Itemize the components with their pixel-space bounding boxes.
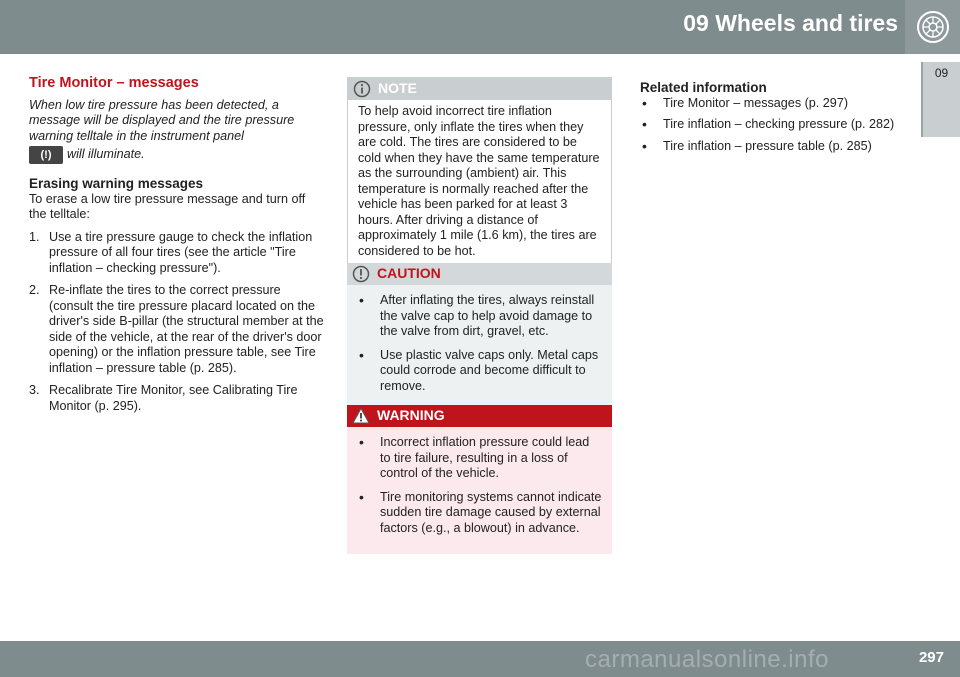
caution-header (347, 263, 612, 285)
warning-item: • Tire monitoring systems cannot indicate sudden tire damage caused by external factors (e.g., a blowout) in advance. (357, 490, 602, 537)
intro-tail: will illuminate. (67, 147, 145, 162)
warning-list (347, 427, 612, 554)
caution-list (347, 285, 612, 412)
tire-icon (905, 0, 960, 54)
messages-section (29, 76, 324, 421)
warning-header (347, 405, 612, 427)
caution-label: CAUTION (377, 265, 441, 281)
warning-triangle-icon (352, 407, 370, 425)
caution-item: • Use plastic valve caps only. Metal caps could corrode and become difficult to remove. (357, 348, 602, 395)
warning-box (347, 405, 612, 554)
section-title: Tire Monitor – messages (29, 75, 199, 91)
note-box (347, 77, 612, 268)
step-text: Use a tire pressure gauge to check the inflation pressure of all four tires (see the article "Tire inflation – checking pressure"). (49, 229, 313, 275)
caution-icon (352, 265, 370, 283)
caution-box (347, 263, 612, 412)
note-text: To help avoid incorrect tire inflation pressure, only inflate the tires when they are cold. The tires are considered to be cold when they have the same temperature as the surrounding (ambient) air. This temperature is normally reached after the vehicle has been parked for at least 3 hours. After driving a distance of approximately 1 mile (1.6 km), the tires are considered to be hot. (358, 104, 600, 258)
chapter-tab-label: 09 (934, 66, 949, 80)
steps-list (29, 230, 324, 415)
caution-item: • After inflating the tires, always reinstall the valve cap to help avoid damage to the valve from dirt, gravel, etc. (357, 293, 602, 340)
intro-tail-line (29, 146, 324, 164)
note-header (348, 78, 611, 100)
step-number: 2. (29, 283, 40, 297)
step-item (29, 383, 324, 414)
related-information (640, 80, 910, 160)
watermark: carmanualsonline.info (585, 646, 829, 673)
step-text: Recalibrate Tire Monitor, see Calibrating Tire Monitor (p. 295). (49, 383, 298, 413)
intro-text: When low tire pressure has been detected, a message will be displayed and the tire pressure warning telltale in the instrument panel (29, 97, 295, 143)
page-number: 297 (918, 649, 944, 666)
warning-label: WARNING (377, 407, 445, 423)
step-number: 1. (29, 229, 40, 244)
related-heading: Related information (640, 80, 767, 95)
chapter-tab[interactable] (921, 62, 960, 137)
chapter-title: 09 Wheels and tires (683, 10, 898, 36)
related-link[interactable]: • Tire inflation – checking pressure (p. 282) (640, 117, 910, 133)
related-link[interactable]: • Tire inflation – pressure table (p. 285) (640, 139, 910, 155)
related-list (640, 96, 910, 155)
step-item (29, 230, 324, 277)
related-link[interactable]: • Tire Monitor – messages (p. 297) (640, 96, 910, 112)
erasing-heading: Erasing warning messages (29, 176, 204, 191)
tire-pressure-telltale-icon: (!) (29, 146, 63, 164)
info-icon (353, 80, 371, 98)
step-number: 3. (29, 383, 40, 397)
page-header (0, 0, 960, 54)
warning-item: • Incorrect inflation pressure could lead to tire failure, resulting in a loss of control of the vehicle. (357, 435, 602, 482)
step-item (29, 283, 324, 376)
step-text: Re-inflate the tires to the correct pressure (consult the tire pressure placard located on the driver's side B-pillar (the structural member at the side of the vehicle, at the rear of the driver's door opening) or the inflation pressure table, see Tire inflation – pressure table (p. 285). (49, 283, 324, 375)
erasing-lead: To erase a low tire pressure message and turn off the telltale: (29, 191, 306, 221)
note-label: NOTE (378, 80, 417, 96)
